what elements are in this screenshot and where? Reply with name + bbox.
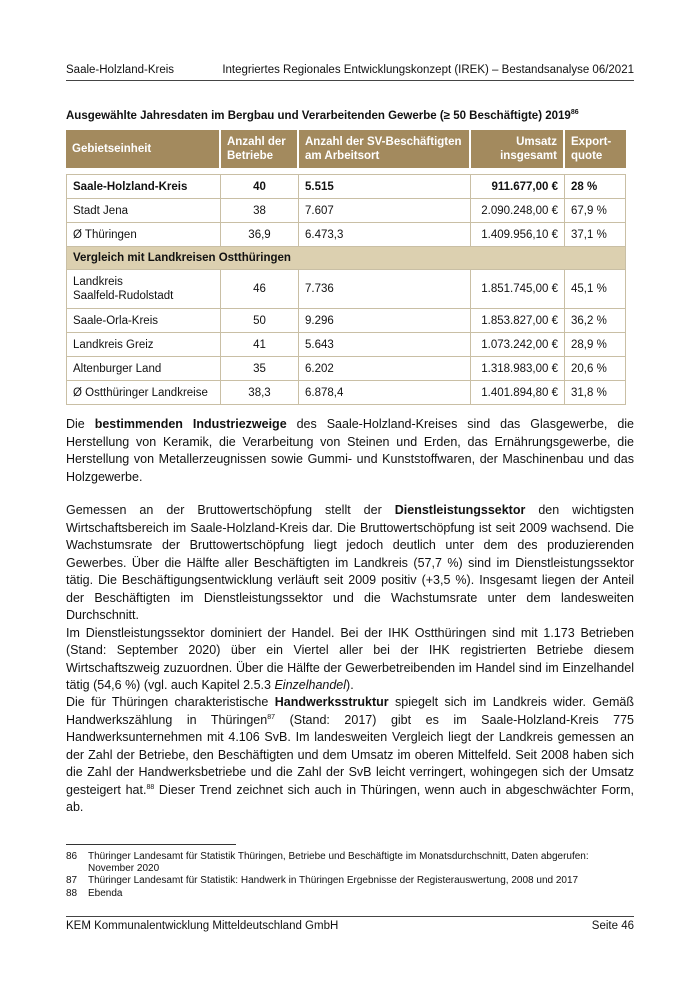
table-row [66, 309, 626, 333]
footnote-text: Thüringer Landesamt für Statistik: Handwerk in Thüringen Ergebnisse der Registerauswertung, 2008 und 2017 [88, 875, 579, 886]
cell-svb: 7.736 [299, 270, 471, 309]
page-header [66, 64, 634, 81]
cell-name: Saale-Holzland-Kreis [66, 174, 221, 199]
p3-text-e: Dieser Trend zeichnet sich auch in Thüringen, wenn auch in abgeschwächter Form, ab. [66, 782, 635, 814]
cell-export: 28,9 % [565, 333, 626, 357]
footnote-86 [66, 851, 634, 875]
footer-left: KEM Kommunalentwicklung Mitteldeutschland GmbH [66, 920, 339, 932]
table-caption [66, 110, 579, 122]
p2-text-d: Im Dienstleistungssektor dominiert der Handel. Bei der IHK Ostthüringen sind mit 1.173 Betrieben (Stand: September 2020) über ein Viertel aller bei der IHK registrierten Betriebe diesem Wirtschaftszweig zuzuordnen. Über die Hälfte der Gewerbetreibenden im Handel sind im Einzelhandel tätig (54,6 %) (vgl. auch Kapitel 2.5.3 [66, 625, 634, 692]
footnote-number: 87 [66, 875, 78, 886]
col-header-export-l2: quote [571, 150, 603, 162]
col-header-umsatz-l1: Umsatz [516, 136, 557, 148]
footnote-ref[interactable]: 87 [267, 713, 276, 721]
paragraph-dienstleistung [66, 502, 634, 695]
cell-export: 45,1 % [565, 270, 626, 309]
table-header-row [66, 130, 626, 168]
cell-umsatz: 911.677,00 € [471, 174, 565, 199]
p3-text-a: Die für Thüringen charakteristische [66, 695, 275, 709]
col-header-umsatz [471, 130, 565, 168]
footnote-text: Thüringer Landesamt für Statistik Thüringen, Betriebe und Beschäftigte im Monatsdurchschnitt, Daten abgerufen: November 2020 [88, 851, 589, 874]
cell-export: 67,9 % [565, 199, 626, 223]
p2-text-a: Gemessen an der Bruttowertschöpfung stellt der [66, 503, 395, 517]
footnote-number: 86 [66, 851, 78, 862]
cell-umsatz: 1.073.242,00 € [471, 333, 565, 357]
cell-export: 36,2 % [565, 309, 626, 333]
footnote-ref[interactable]: 88 [146, 783, 155, 791]
footnote-number: 88 [66, 888, 78, 899]
cell-name: Stadt Jena [66, 199, 221, 223]
cell-name: Landkreis Greiz [66, 333, 221, 357]
page-footer [66, 916, 634, 936]
cell-name-l2: Saalfeld-Rudolstadt [73, 290, 174, 302]
cell-umsatz: 1.853.827,00 € [471, 309, 565, 333]
table-row [66, 199, 626, 223]
cell-name: Ø Ostthüringer Landkreise [66, 381, 221, 405]
cell-betriebe: 36,9 [221, 223, 299, 247]
col-header-betriebe [221, 130, 299, 168]
page-number: Seite 46 [591, 920, 634, 932]
p2-text-c: den wichtigsten Wirtschaftsbereich im Saale-Holzland-Kreis dar. Die Bruttowertschöpfung ist seit 2009 wachsend. Die Wachstumsrate der Bruttowertschöpfung liegt jedoch deutlich unter dem des produzierenden Gewerbes. Über die Hälfte aller Beschäftigten im Landkreis (57,7 %) sind im Dienstleistungssektor tätig. Die Beschäftigungsentwicklung verläuft seit 2009 positiv (+3,5 %). Insgesamt liegen der Anteil der Beschäftigten im Dienstleistungssektor und die Wachstumsrate unter dem landesweiten Durchschnitt. [66, 503, 635, 622]
p1-text-a: Die [66, 417, 95, 431]
cell-export: 20,6 % [565, 357, 626, 381]
col-header-svb-l1: Anzahl der SV-Beschäftigten [305, 136, 462, 148]
cell-name: Saale-Orla-Kreis [66, 309, 221, 333]
header-left: Saale-Holzland-Kreis [66, 64, 175, 76]
cell-betriebe: 38,3 [221, 381, 299, 405]
footnote-divider [66, 844, 236, 845]
data-table [66, 130, 626, 405]
cell-name [66, 270, 221, 309]
cell-export: 31,8 % [565, 381, 626, 405]
cell-betriebe: 46 [221, 270, 299, 309]
cell-export: 37,1 % [565, 223, 626, 247]
cell-umsatz: 2.090.248,00 € [471, 199, 565, 223]
table-row [66, 223, 626, 247]
footnote-88 [66, 888, 634, 900]
cell-svb: 9.296 [299, 309, 471, 333]
p3-bold: Handwerksstruktur [274, 695, 389, 709]
paragraph-handwerk [66, 694, 634, 817]
p1-text-c: des Saale-Holzland-Kreises sind das Glasgewerbe, die Herstellung von Keramik, die Verarbeitung von Steinen und Erden, das Ernährungsgewerbe, die Herstellung von Metallerzeugnissen sowie Gummi- und Kunststoffwaren, der Maschinenbau und das Holzgewerbe. [66, 417, 634, 484]
col-header-export-l1: Export- [571, 136, 612, 148]
p2-italic-link: Einzelhandel [274, 678, 347, 692]
p3-text-c: spiegelt sich im Landkreis wider. Gemäß Handwerkszählung in Thüringen [66, 695, 634, 727]
paragraph-industrie [66, 416, 634, 486]
cell-umsatz: 1.851.745,00 € [471, 270, 565, 309]
table-row [66, 381, 626, 405]
header-right: Integriertes Regionales Entwicklungskonzept (IREK) – Bestandsanalyse 06/2021 [222, 64, 634, 76]
cell-betriebe: 40 [221, 174, 299, 199]
footnote-text: Ebenda [88, 888, 123, 899]
p2-text-f: ). [346, 678, 354, 692]
cell-export: 28 % [565, 174, 626, 199]
p2-bold: Dienstleistungssektor [394, 503, 526, 517]
col-header-svb-l2: am Arbeitsort [305, 150, 380, 162]
p1-bold: bestimmenden Industriezweige [94, 417, 287, 431]
col-header-svb [299, 130, 471, 168]
cell-betriebe: 50 [221, 309, 299, 333]
table-section-row [66, 247, 626, 270]
table-row [66, 174, 626, 199]
cell-name-l1: Landkreis [73, 276, 123, 288]
col-header-export [565, 130, 626, 168]
cell-svb: 5.515 [299, 174, 471, 199]
cell-umsatz: 1.409.956,10 € [471, 223, 565, 247]
p3-text-d: (Stand: 2017) gibt es im Saale-Holzland-Kreis 775 Handwerksunternehmen mit 4.106 SvB. Im landesweiten Vergleich liegt der Landkreis gemessen an der Zahl der Betriebe, den Beschäftigten und dem Umsatz im oberen Mittelfeld. Seit 2008 haben sich die Zahl der Handwerksbetriebe und die Zahl der SvB leicht verringert, wohingegen sich der Umsatz gesteigert hat. [66, 712, 634, 797]
cell-umsatz: 1.318.983,00 € [471, 357, 565, 381]
cell-name: Ø Thüringen [66, 223, 221, 247]
cell-umsatz: 1.401.894,80 € [471, 381, 565, 405]
cell-svb: 7.607 [299, 199, 471, 223]
col-header-betriebe-l2: Betriebe [227, 150, 274, 162]
table-row [66, 333, 626, 357]
footnote-ref[interactable]: 86 [570, 109, 579, 117]
table-row [66, 270, 626, 309]
cell-name: Altenburger Land [66, 357, 221, 381]
caption-text: Ausgewählte Jahresdaten im Bergbau und Verarbeitenden Gewerbe (≥ 50 Beschäftigte) 2019 [66, 110, 571, 122]
cell-svb: 6.202 [299, 357, 471, 381]
cell-svb: 6.473,3 [299, 223, 471, 247]
cell-svb: 5.643 [299, 333, 471, 357]
cell-svb: 6.878,4 [299, 381, 471, 405]
col-header-gebiet: Gebietseinheit [66, 130, 221, 168]
col-header-betriebe-l1: Anzahl der [227, 136, 286, 148]
col-header-umsatz-l2: insgesamt [500, 150, 557, 162]
cell-betriebe: 35 [221, 357, 299, 381]
cell-betriebe: 41 [221, 333, 299, 357]
footnote-87 [66, 875, 634, 887]
section-label: Vergleich mit Landkreisen Ostthüringen [66, 247, 626, 270]
cell-betriebe: 38 [221, 199, 299, 223]
table-row [66, 357, 626, 381]
